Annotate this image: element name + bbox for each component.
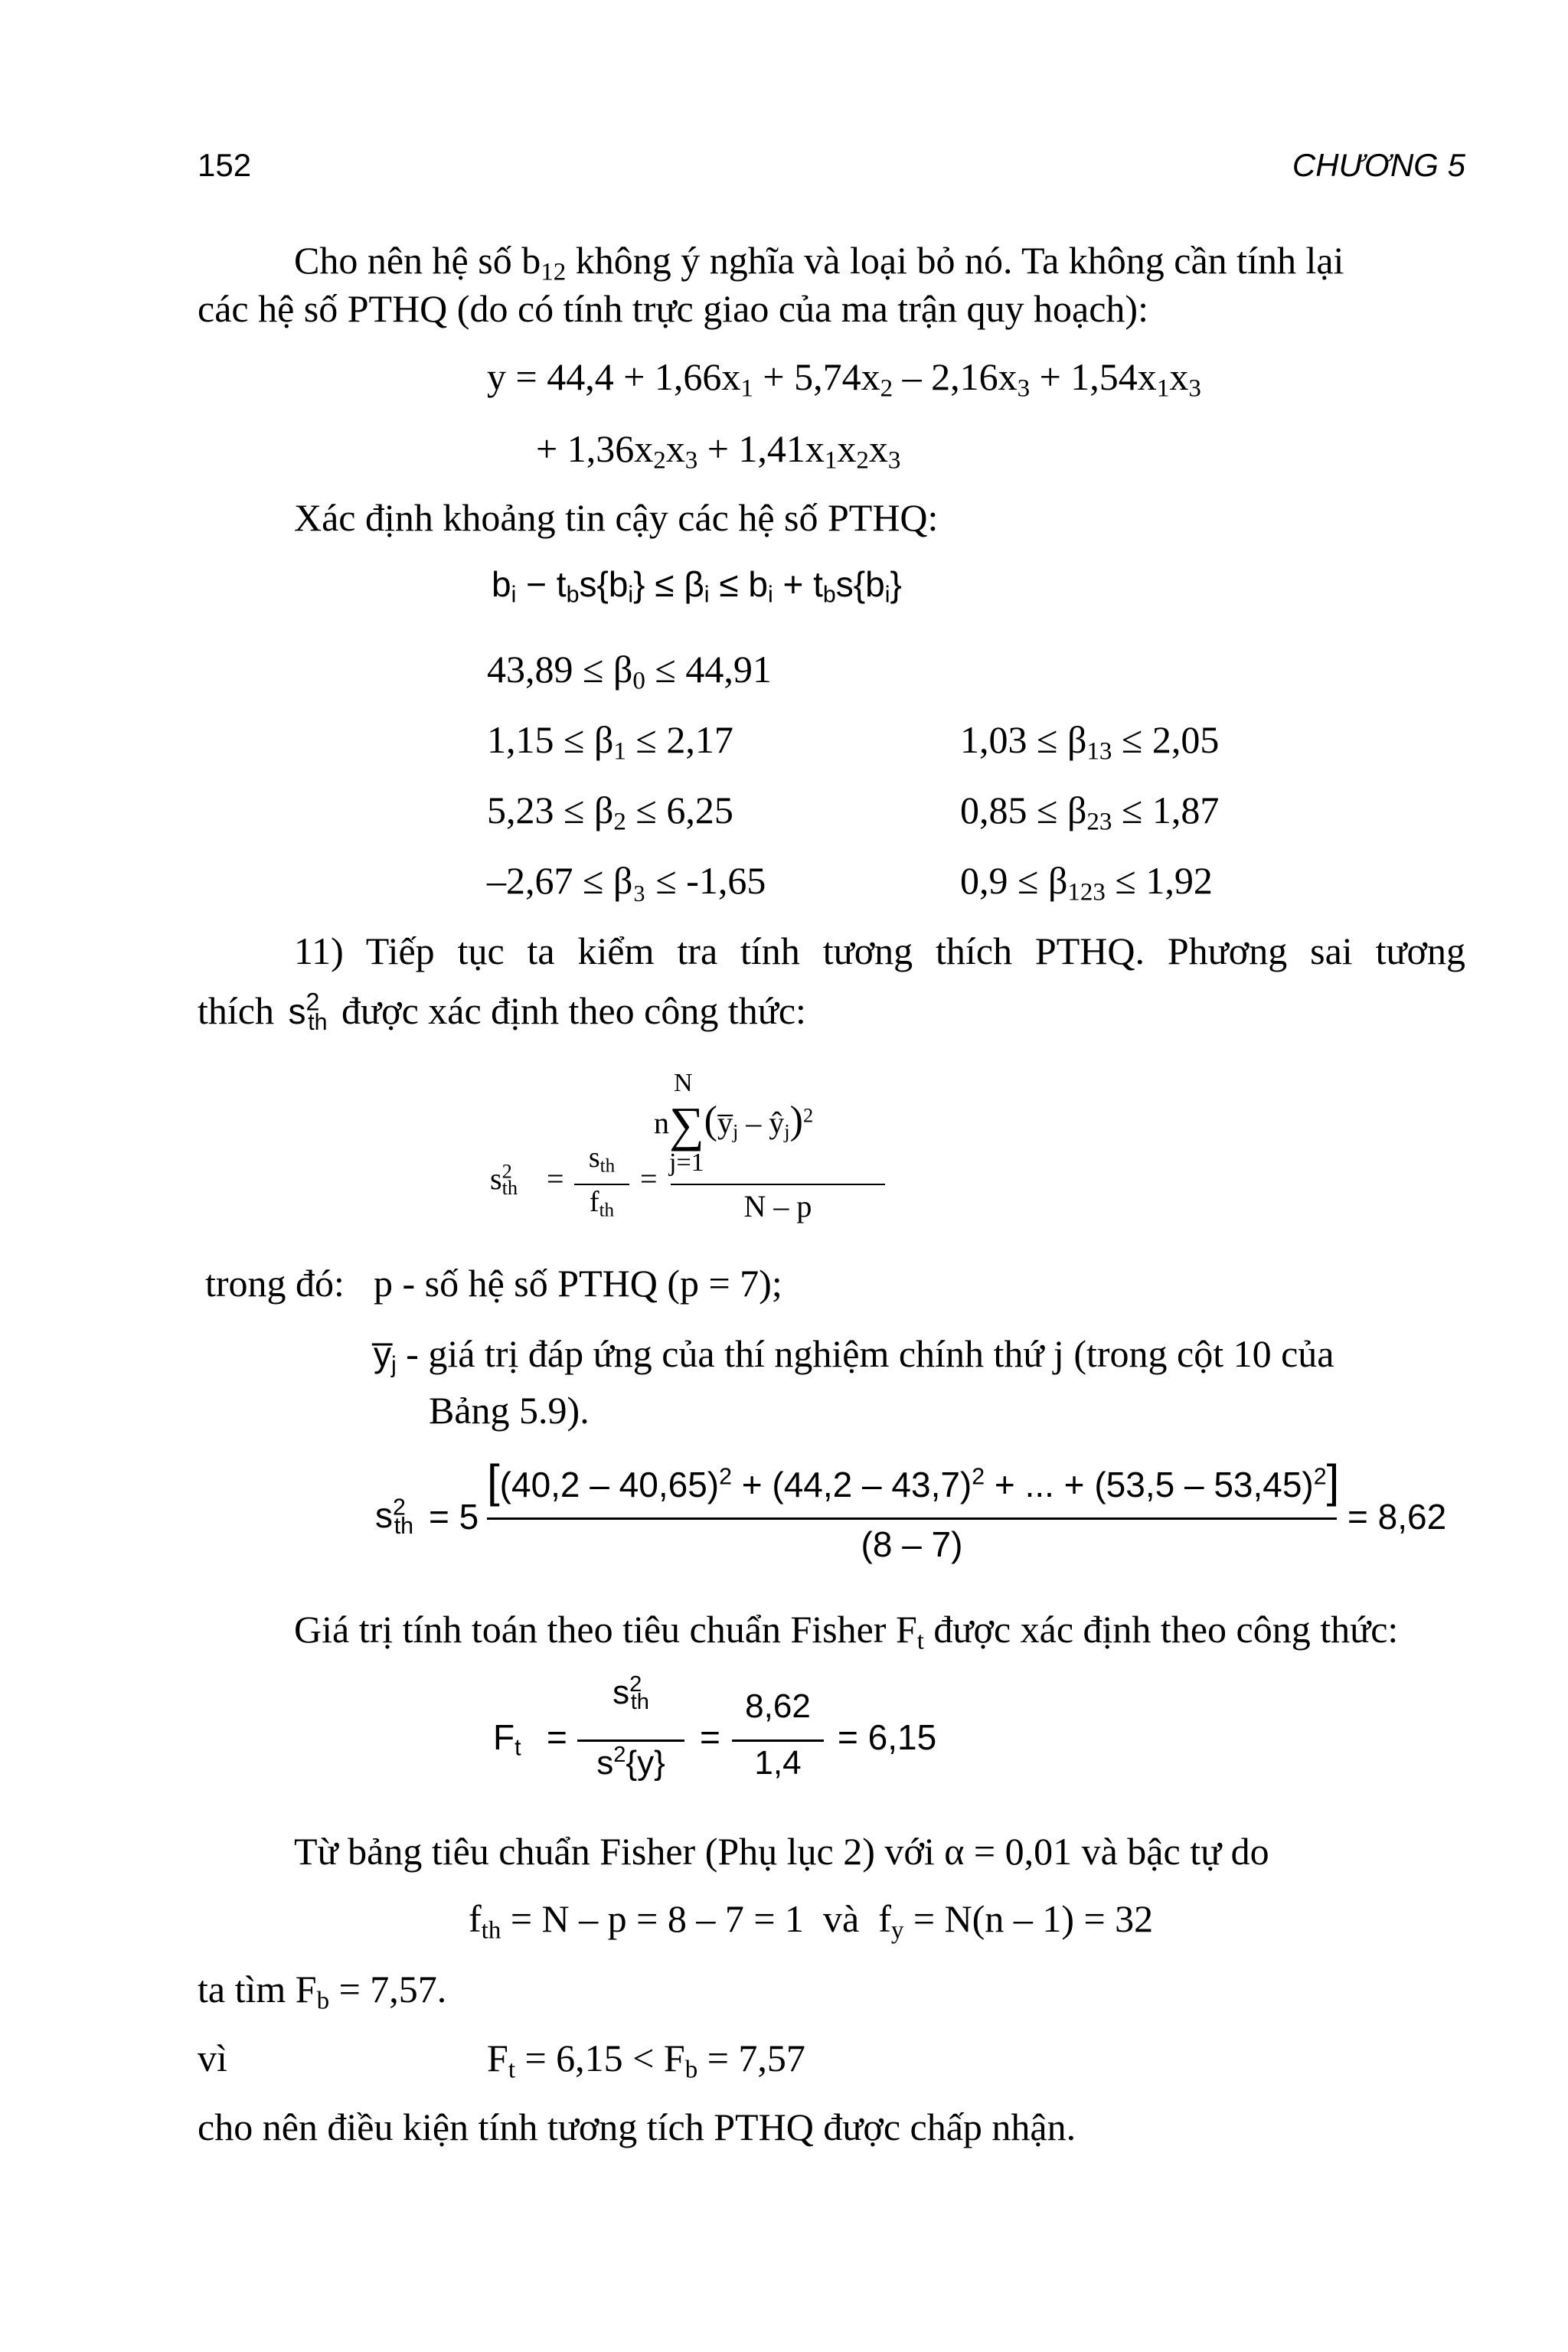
y-definition-line-1: $y̅_j$ - giá trị đáp ứng của thí nghiệm chính thứ j (trong cột 10 của xyxy=(374,1332,1334,1378)
interval-beta-23: $0,85 \le \beta_{23} \le 1,87$ xyxy=(960,789,1220,836)
where-label: trong đó: xyxy=(205,1262,345,1305)
calc-s2th: $s^2_{th}$ = 5 [(40,2 – 40,65)$^2$ + (44,2 – 43,7)$^2$ + ... + (53,5 – 53,45)$^2$] (8 – 7) = 8,62 xyxy=(375,1455,1447,1564)
p-definition: p - số hệ số PTHQ (p = 7); xyxy=(374,1262,782,1305)
interval-beta-123: $0,9 \le \beta_{123} \le 1,92$ xyxy=(960,859,1213,906)
confidence-interval-formula: $b_i - t_bs\{b_i\} \le \beta_i \le b_i + t_bs\{b_i\}$ xyxy=(492,564,902,608)
paragraph-3-line-1: 11) Tiếp tục ta kiểm tra tính tương thích PTHQ. Phương sai tương xyxy=(294,929,1465,972)
degrees-of-freedom: $f_{th} = N - p = 8 - 7 = 1$ và $f_y = N(n - 1) = 32$ xyxy=(469,1897,1154,1945)
y-definition-line-2: Bảng 5.9). xyxy=(429,1389,590,1432)
paragraph-3-line-2: thích $s^2_{th}$ được xác định theo công thức: xyxy=(198,988,806,1035)
paragraph-1-line-1: Cho nên hệ số $b_{12}$ không ý nghĩa và loại bỏ nó. Ta không cần tính lại xyxy=(294,239,1344,286)
interval-beta-3: –2,67 ≤ β₃ ≤ -1,65 xyxy=(487,859,766,902)
paragraph-4: Giá trị tính toán theo tiêu chuẩn Fisher $F_t$ được xác định theo công thức: xyxy=(294,1608,1399,1655)
formula-s2th: $s^2_{th}$ = $s_{th}$ $f_{th}$ = N $n\sum(y̅_j$ – $ŷ_j)^2$ j=1 N – p xyxy=(490,1069,888,1245)
interval-beta-2: $5,23 \le \beta_2 \le 6,25$ xyxy=(487,789,733,836)
paragraph-2: Xác định khoảng tin cậy các hệ số PTHQ: xyxy=(294,496,939,539)
interval-beta-1: $1,15 \le \beta_1 \le 2,17$ xyxy=(487,718,733,766)
paragraph-1-line-2: các hệ số PTHQ (do có tính trực giao của ma trận quy hoạch): xyxy=(198,287,1148,330)
because-label: vì xyxy=(198,2037,227,2079)
calc-F: $F_t$ = $s^2_{th}$ $s^2\{y\}$ = 8,62 1,4 = 6,15 xyxy=(493,1672,937,1782)
paragraph-5: Từ bảng tiêu chuẩn Fisher (Phụ lục 2) với α = 0,01 và bậc tự do xyxy=(294,1830,1269,1873)
find-Fb: ta tìm $F_b = 7,57$. xyxy=(198,1968,447,2015)
chapter-title: CHƯƠNG 5 xyxy=(1292,147,1465,183)
page-number: 152 xyxy=(198,147,252,183)
regression-equation-line-2: + $1,36x_2x_3 + 1,41x_1x_2x_3$ xyxy=(536,427,901,475)
comparison: $F_t = 6,15 < F_b = 7,57$ xyxy=(487,2037,805,2084)
interval-beta-13: $1,03 \le \beta_{13} \le 2,05$ xyxy=(960,718,1220,766)
interval-beta-0: $43,89 \le \beta_0 \le 44,91$ xyxy=(487,648,772,695)
regression-equation-line-1: $y = 44,4 + 1,66x_1 + 5,74x_2 - 2,16x_3 + 1,54x_1x_3$ xyxy=(487,355,1201,403)
conclusion: cho nên điều kiện tính tương tích PTHQ được chấp nhận. xyxy=(198,2105,1076,2148)
